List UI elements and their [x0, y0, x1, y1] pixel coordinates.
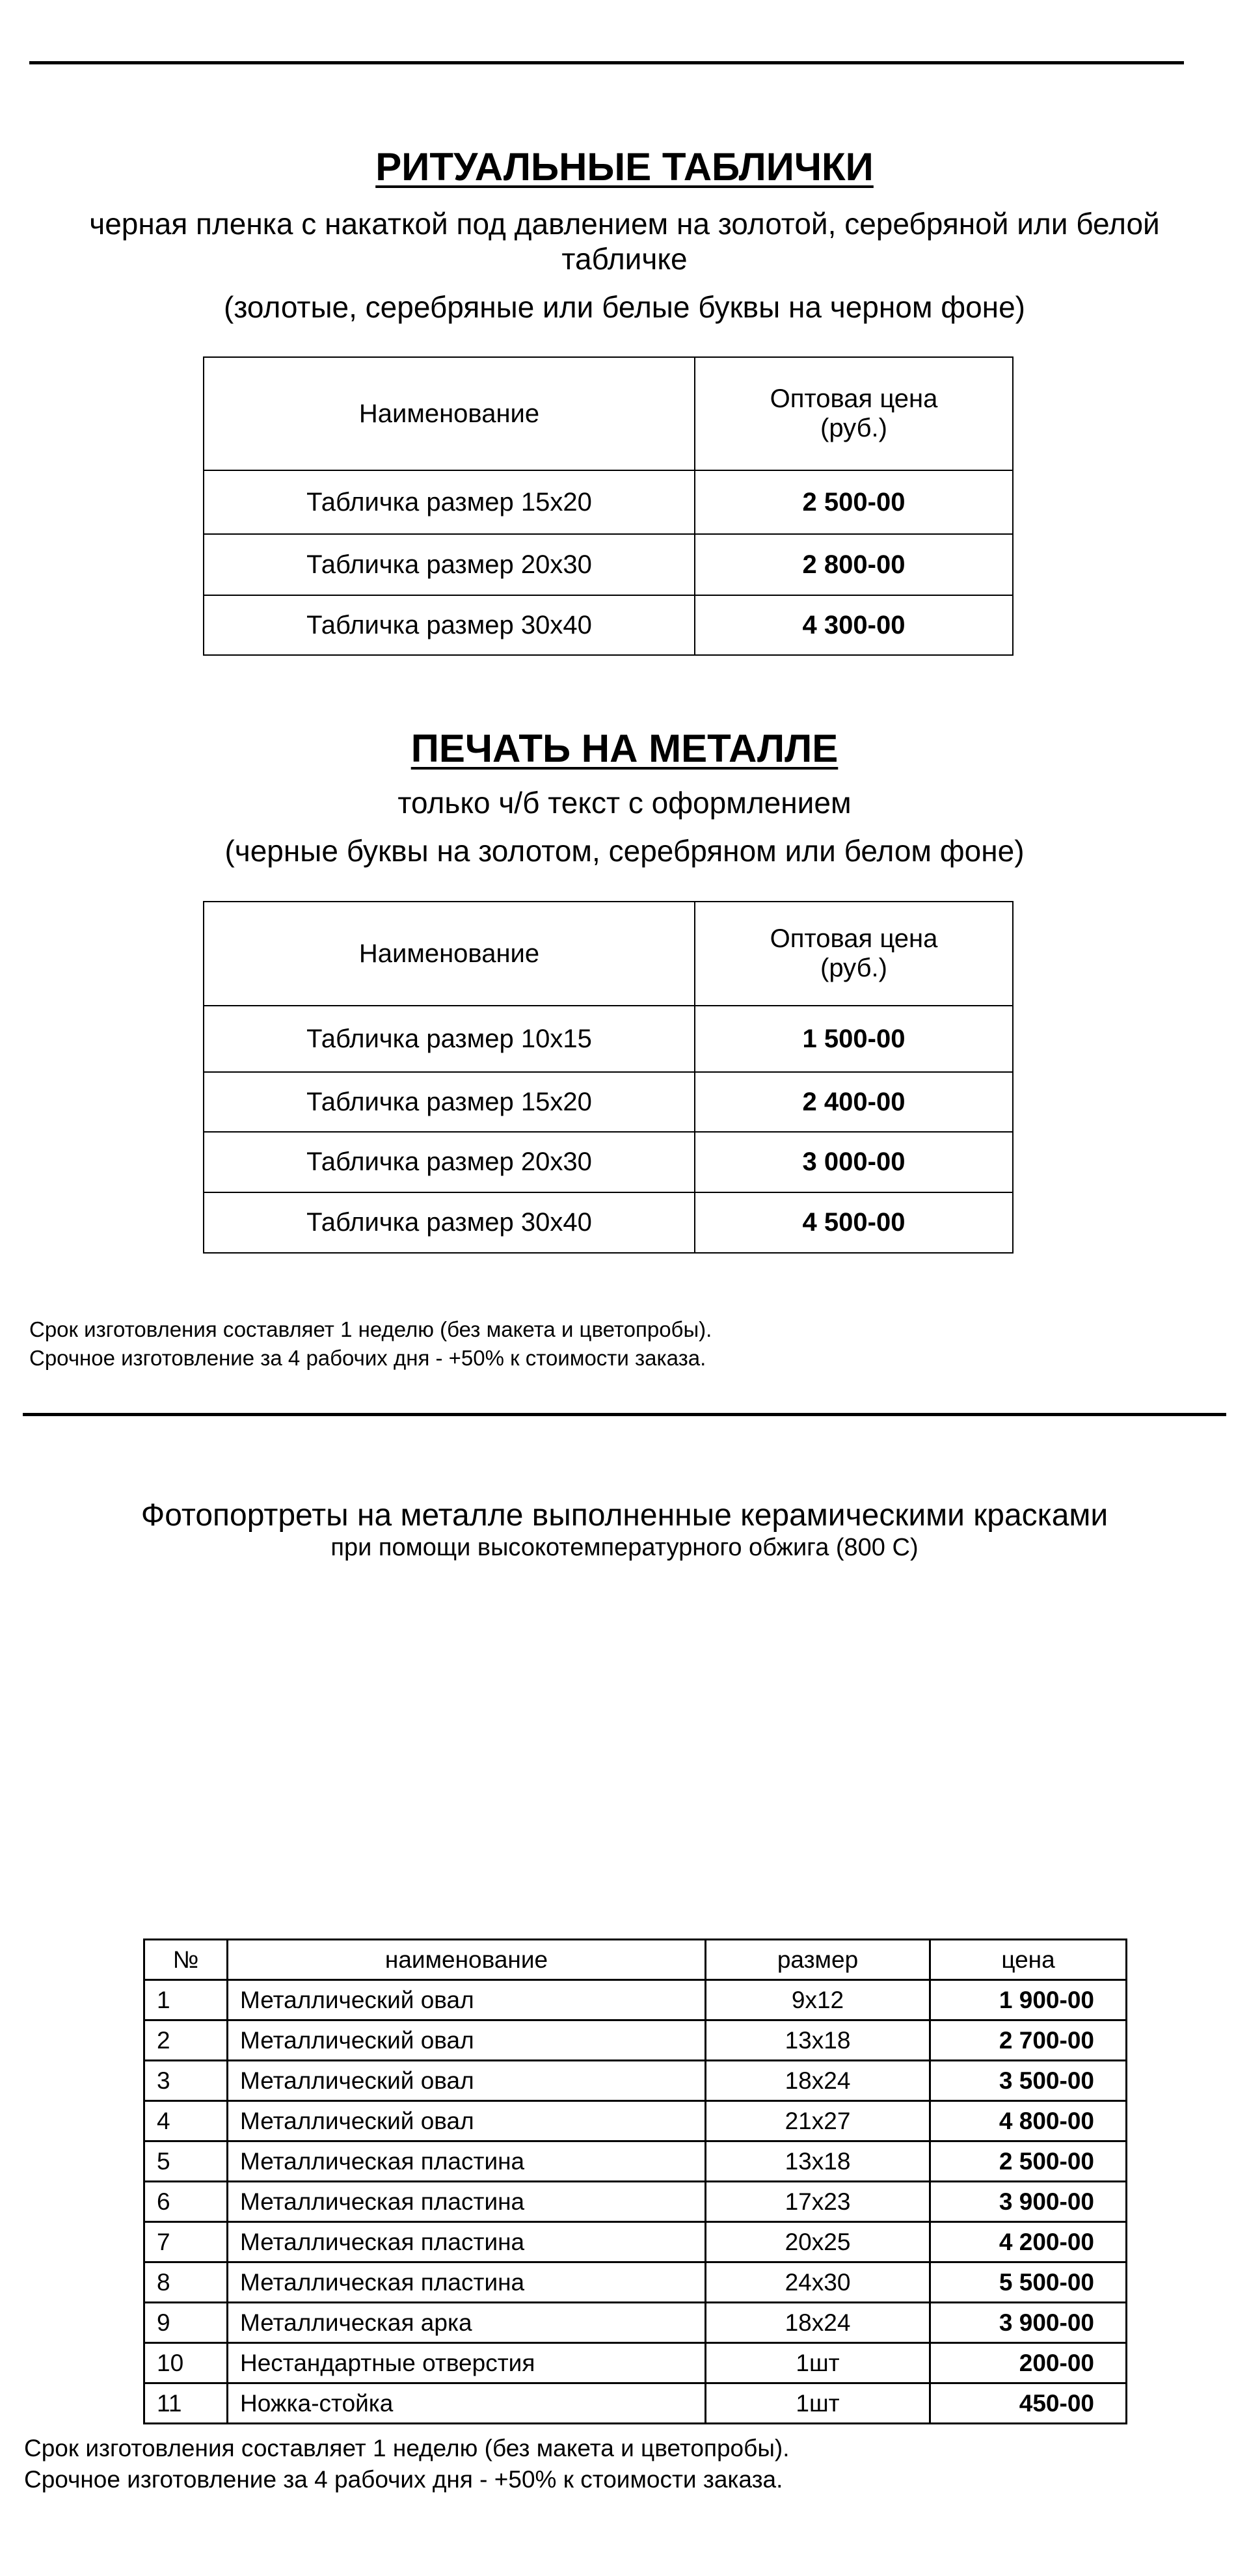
- row-name: Ножка-стойка: [228, 2383, 706, 2424]
- row-size: 21х27: [706, 2101, 930, 2141]
- row-num: 3: [144, 2061, 228, 2101]
- row-price: 450-00: [930, 2383, 1127, 2424]
- item-name: Табличка размер 20х30: [204, 534, 695, 595]
- row-price: 3 500-00: [930, 2061, 1127, 2101]
- row-price: 3 900-00: [930, 2303, 1127, 2343]
- row-price: 2 700-00: [930, 2020, 1127, 2061]
- row-price: 4 200-00: [930, 2222, 1127, 2262]
- production-note-2: [24, 2433, 790, 2495]
- header-price-line2: (руб.): [820, 954, 887, 982]
- section1-subtitle-line3: (золотые, серебряные или белые буквы на черном фоне): [224, 290, 1025, 324]
- row-price: 1 900-00: [930, 1980, 1127, 2020]
- row-size: 17х23: [706, 2182, 930, 2222]
- item-name: Табличка размер 20х30: [204, 1132, 695, 1192]
- row-size: 1шт: [706, 2343, 930, 2383]
- table-row: [144, 2101, 1127, 2141]
- metal-print-table: [203, 901, 1014, 1254]
- row-name: Металлическая пластина: [228, 2222, 706, 2262]
- item-price: 2 500-00: [695, 470, 1013, 534]
- header-price-line2: (руб.): [820, 414, 887, 442]
- row-size: 13х18: [706, 2020, 930, 2061]
- row-name: Металлический овал: [228, 2061, 706, 2101]
- section3-title: Фотопортреты на металле выполненные керамическими красками: [141, 1498, 1108, 1533]
- item-name: Табличка размер 15х20: [204, 1072, 695, 1132]
- row-size: 13х18: [706, 2141, 930, 2182]
- item-price: 2 800-00: [695, 534, 1013, 595]
- section1-subtitle-line2: табличке: [561, 242, 688, 276]
- row-num: 7: [144, 2222, 228, 2262]
- row-num: 9: [144, 2303, 228, 2343]
- top-divider: [29, 61, 1184, 64]
- table-row: [204, 534, 1013, 595]
- item-price: 2 400-00: [695, 1072, 1013, 1132]
- row-num: 11: [144, 2383, 228, 2424]
- table-row: [204, 1132, 1013, 1192]
- section2-title: ПЕЧАТЬ НА МЕТАЛЛЕ: [410, 727, 839, 770]
- header-price: [695, 357, 1013, 470]
- row-name: Нестандартные отверстия: [228, 2343, 706, 2383]
- table-row: [144, 2141, 1127, 2182]
- table-row: [144, 2343, 1127, 2383]
- section2-subtitle-line2: (черные буквы на золотом, серебряном или белом фоне): [224, 834, 1025, 868]
- header-price-line1: Оптовая цена: [770, 924, 938, 953]
- table-row: [144, 2222, 1127, 2262]
- header-size: размер: [706, 1940, 930, 1980]
- header-price: [695, 902, 1013, 1006]
- production-time-text: Срок изготовления составляет 1 неделю (без макета и цветопробы).: [29, 1317, 712, 1341]
- row-size: 18х24: [706, 2061, 930, 2101]
- item-name: Табличка размер 30х40: [204, 595, 695, 655]
- header-num: №: [144, 1940, 228, 1980]
- row-name: Металлическая пластина: [228, 2262, 706, 2303]
- production-time-text: Срок изготовления составляет 1 неделю (без макета и цветопробы).: [24, 2435, 790, 2462]
- header-name: Наименование: [204, 357, 695, 470]
- row-num: 6: [144, 2182, 228, 2222]
- table-row: [204, 1006, 1013, 1072]
- table-row: [144, 2303, 1127, 2343]
- table-row: [204, 1072, 1013, 1132]
- section3-subtitle: при помощи высокотемпературного обжига (800 С): [330, 1534, 919, 1561]
- item-name: Табличка размер 15х20: [204, 470, 695, 534]
- ritual-plates-table: [203, 356, 1014, 656]
- row-price: 4 800-00: [930, 2101, 1127, 2141]
- row-num: 4: [144, 2101, 228, 2141]
- header-price: цена: [930, 1940, 1127, 1980]
- section1-title: РИТУАЛЬНЫЕ ТАБЛИЧКИ: [375, 145, 874, 189]
- table-row: [144, 1980, 1127, 2020]
- row-num: 2: [144, 2020, 228, 2061]
- table-row: [204, 470, 1013, 534]
- table-row: [144, 2061, 1127, 2101]
- photo-portraits-table: [143, 1939, 1127, 2424]
- row-size: 20х25: [706, 2222, 930, 2262]
- item-name: Табличка размер 30х40: [204, 1192, 695, 1253]
- item-price: 1 500-00: [695, 1006, 1013, 1072]
- item-name: Табличка размер 10х15: [204, 1006, 695, 1072]
- header-name: наименование: [228, 1940, 706, 1980]
- row-name: Металлическая арка: [228, 2303, 706, 2343]
- row-num: 10: [144, 2343, 228, 2383]
- table-row: [144, 2020, 1127, 2061]
- section2-subtitle-line1: только ч/б текст с оформлением: [397, 786, 852, 820]
- table-row: [204, 1192, 1013, 1253]
- header-name: Наименование: [204, 902, 695, 1006]
- row-size: 1шт: [706, 2383, 930, 2424]
- header-price-line1: Оптовая цена: [770, 384, 938, 413]
- table-row: [144, 2262, 1127, 2303]
- row-price: 200-00: [930, 2343, 1127, 2383]
- row-price: 5 500-00: [930, 2262, 1127, 2303]
- row-name: Металлический овал: [228, 1980, 706, 2020]
- row-name: Металлический овал: [228, 2020, 706, 2061]
- row-num: 8: [144, 2262, 228, 2303]
- item-price: 3 000-00: [695, 1132, 1013, 1192]
- row-num: 5: [144, 2141, 228, 2182]
- row-name: Металлическая пластина: [228, 2182, 706, 2222]
- table-row: [144, 2182, 1127, 2222]
- row-size: 24х30: [706, 2262, 930, 2303]
- table-row: [204, 595, 1013, 655]
- middle-divider: [23, 1413, 1226, 1416]
- urgent-production-text: Срочное изготовление за 4 рабочих дня - +50% к стоимости заказа.: [29, 1346, 706, 1370]
- section1-subtitle-line1: черная пленка с накаткой под давлением на золотой, серебряной или белой: [89, 207, 1160, 241]
- table-header-row: [204, 902, 1013, 1006]
- item-price: 4 500-00: [695, 1192, 1013, 1253]
- production-note-1: [29, 1315, 712, 1373]
- table-row: [144, 2383, 1127, 2424]
- row-num: 1: [144, 1980, 228, 2020]
- row-size: 9х12: [706, 1980, 930, 2020]
- row-name: Металлический овал: [228, 2101, 706, 2141]
- row-size: 18х24: [706, 2303, 930, 2343]
- row-price: 3 900-00: [930, 2182, 1127, 2222]
- row-name: Металлическая пластина: [228, 2141, 706, 2182]
- row-price: 2 500-00: [930, 2141, 1127, 2182]
- urgent-production-text: Срочное изготовление за 4 рабочих дня - +50% к стоимости заказа.: [24, 2466, 783, 2493]
- table-header-row: [204, 357, 1013, 470]
- table-header-row: [144, 1940, 1127, 1980]
- item-price: 4 300-00: [695, 595, 1013, 655]
